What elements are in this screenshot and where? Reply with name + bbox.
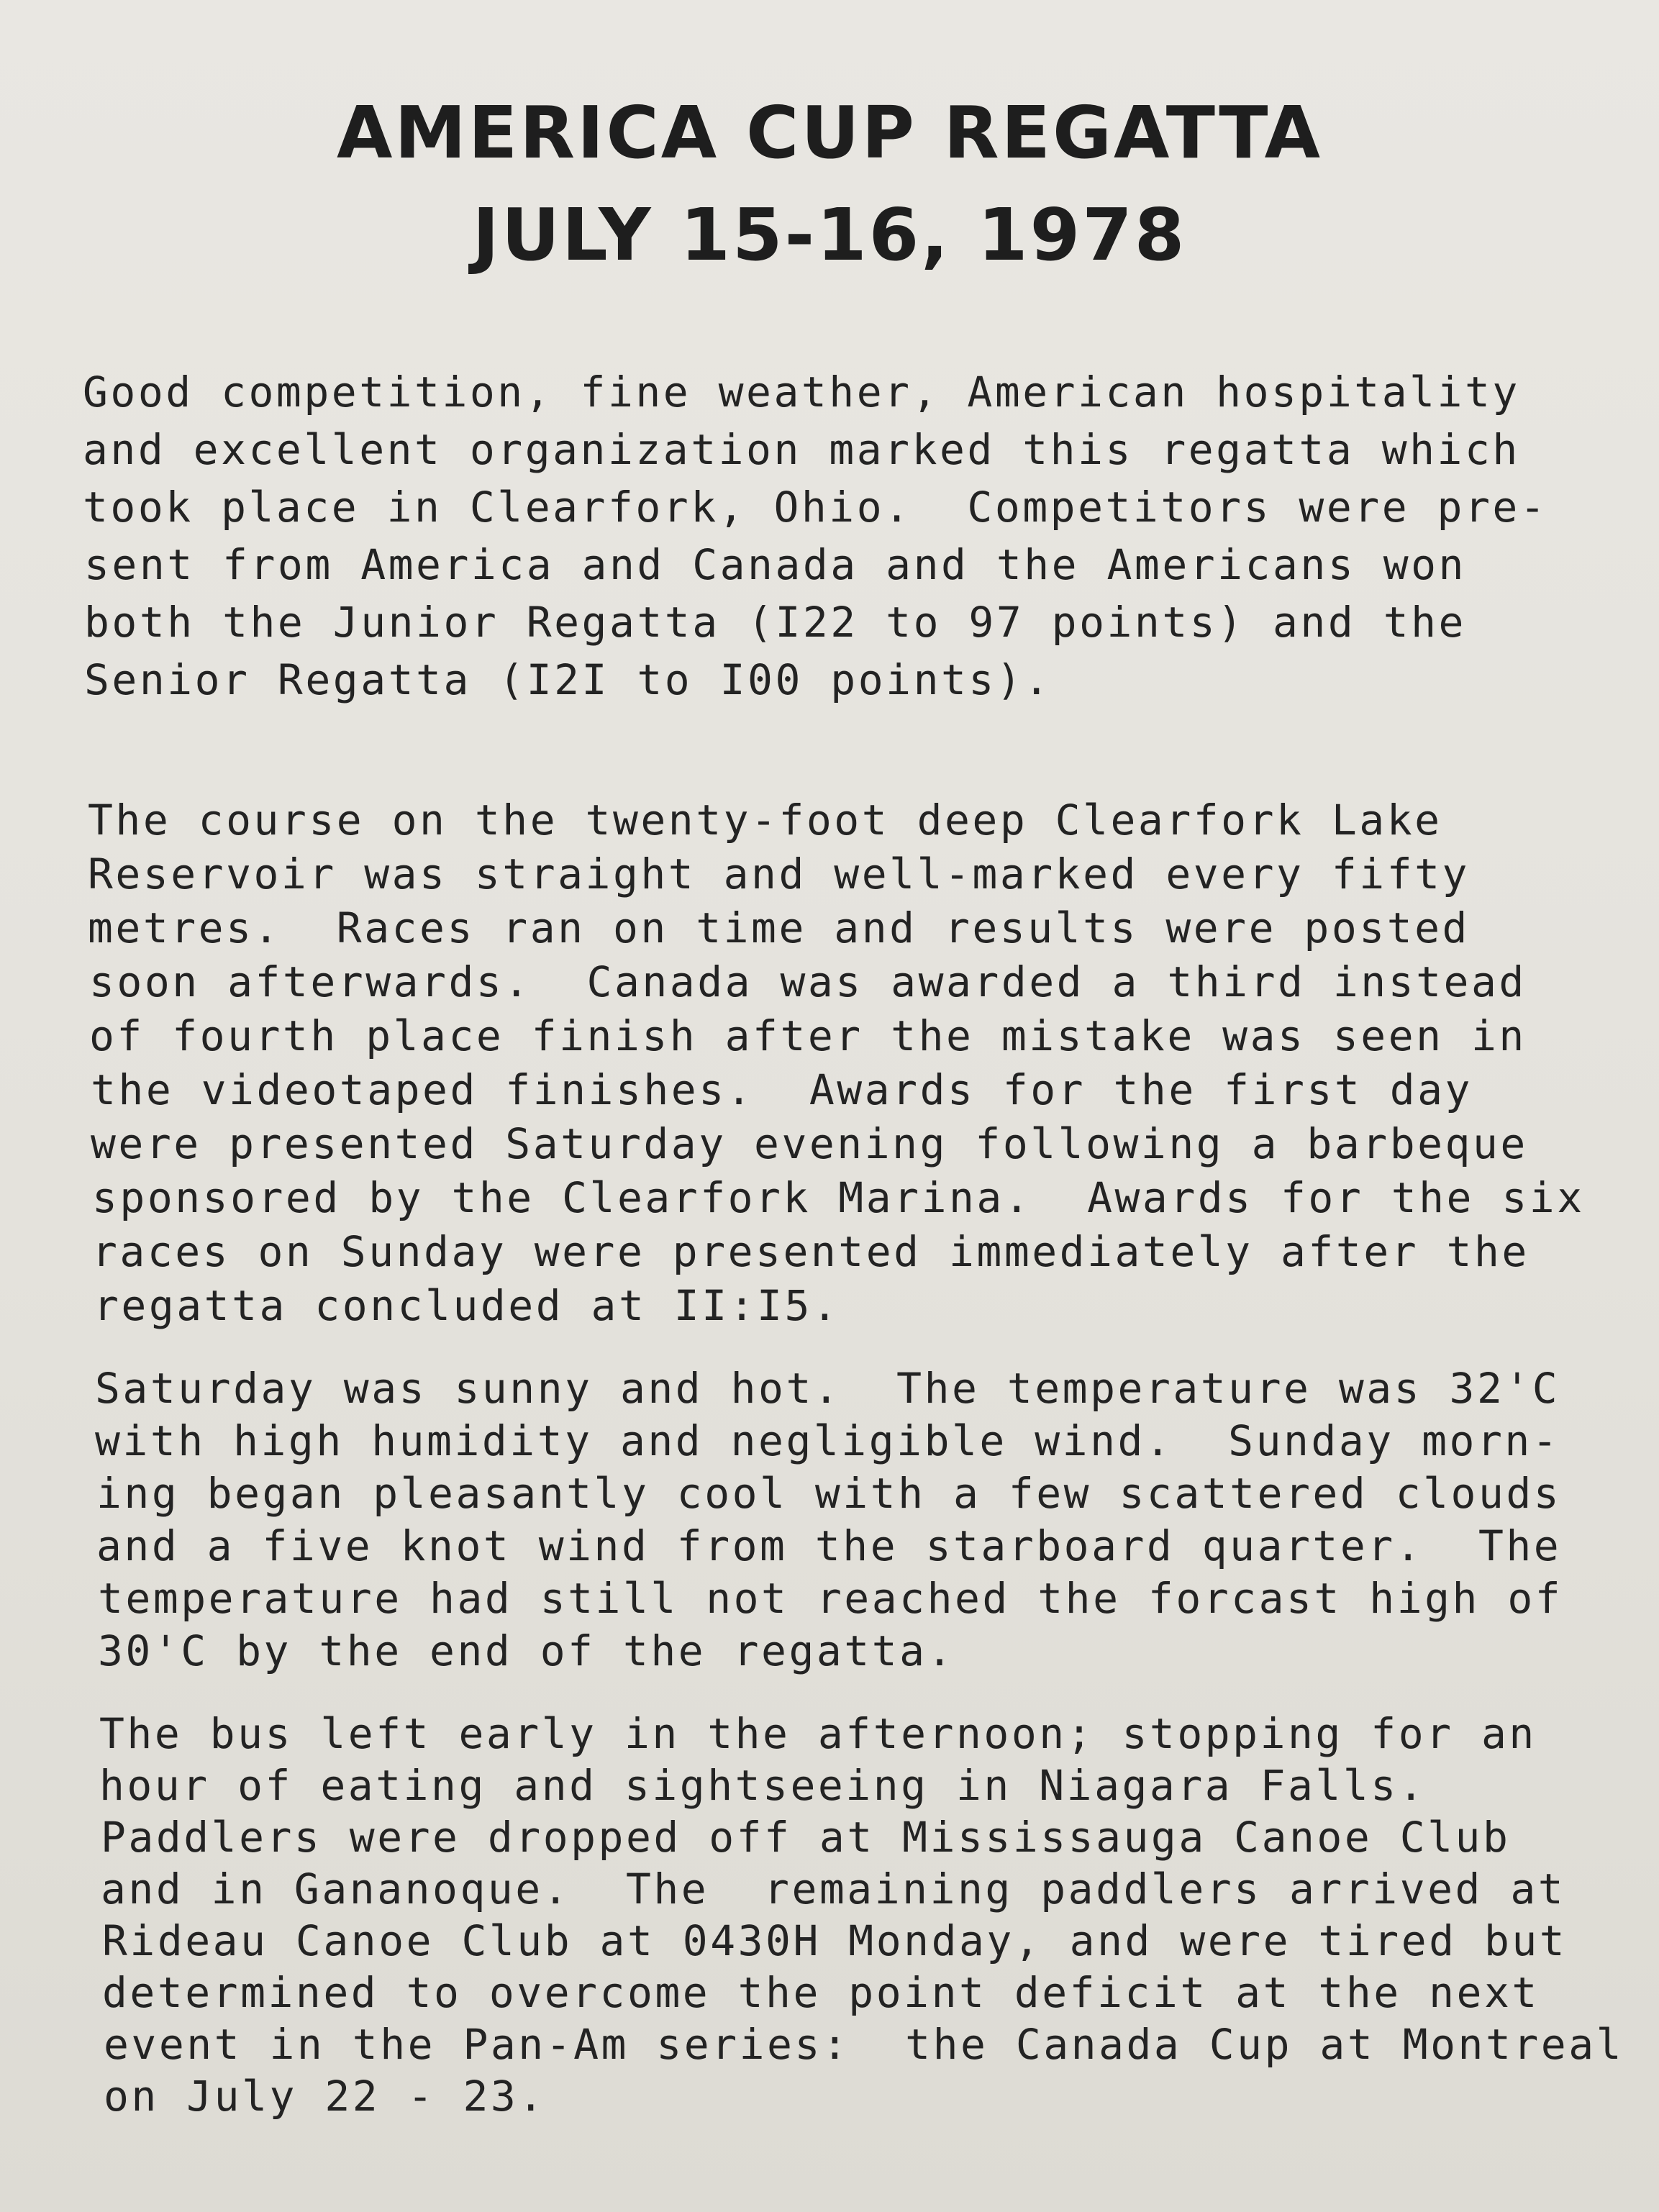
body-line: both the Junior Regatta (I22 to 97 points) and the [84, 598, 1466, 647]
body-line: regatta concluded at II:I5. [94, 1281, 840, 1330]
body-line: and excellent organization marked this regatta which [83, 425, 1520, 474]
body-line: of fourth place finish after the mistake was seen in [89, 1011, 1527, 1060]
body-line: took place in Clearfork, Ohio. Competitors were pre- [83, 483, 1548, 532]
body-line: and in Gananoque. The remaining paddlers arrived at [101, 1865, 1566, 1913]
body-line: soon afterwards. Canada was awarded a third instead [89, 957, 1527, 1006]
body-line: Saturday was sunny and hot. The temperature was 32'C [95, 1364, 1560, 1413]
body-line: and a five knot wind from the starboard quarter. The [96, 1521, 1562, 1570]
title-line-2: JULY 15-16, 1978 [472, 193, 1187, 277]
body-line: determined to overcome the point deficit at the next [102, 1968, 1540, 2017]
body-line: Reservoir was straight and well-marked every fifty [88, 850, 1470, 898]
body-line: hour of eating and sightseeing in Niagara Falls. [99, 1761, 1427, 1810]
body-line: the videotaped finishes. Awards for the first day [91, 1065, 1473, 1114]
body-line: The bus left early in the afternoon; stopping for an [99, 1709, 1537, 1758]
body-line: with high humidity and negligible wind. Sunday morn- [95, 1416, 1560, 1465]
body-line: temperature had still not reached the forcast high of [98, 1574, 1563, 1623]
body-line: on July 22 - 23. [104, 2072, 546, 2121]
body-line: races on Sunday were presented immediately after the [92, 1227, 1530, 1276]
body-line: 30'C by the end of the regatta. [98, 1626, 955, 1675]
body-line: metres. Races ran on time and results were posted [88, 904, 1470, 952]
body-line: Senior Regatta (I2I to I00 points). [84, 655, 1052, 704]
body-line: Paddlers were dropped off at Mississauga Canoe Club [101, 1813, 1511, 1862]
body-line: sponsored by the Clearfork Marina. Awards for the six [92, 1173, 1585, 1222]
body-line: event in the Pan-Am series: the Canada Cup at Montreal [104, 2020, 1624, 2069]
title-line-1: AMERICA CUP REGATTA [336, 91, 1323, 175]
body-line: were presented Saturday evening following a barbeque [91, 1119, 1528, 1168]
body-line: Good competition, fine weather, American hospitality [83, 368, 1520, 417]
body-line: The course on the twenty-foot deep Clearfork Lake [88, 796, 1442, 845]
body-line: ing began pleasantly cool with a few scattered clouds [96, 1469, 1562, 1518]
body-line: sent from America and Canada and the Americans won [84, 540, 1466, 589]
body-line: Rideau Canoe Club at 0430H Monday, and were tired but [102, 1916, 1568, 1965]
